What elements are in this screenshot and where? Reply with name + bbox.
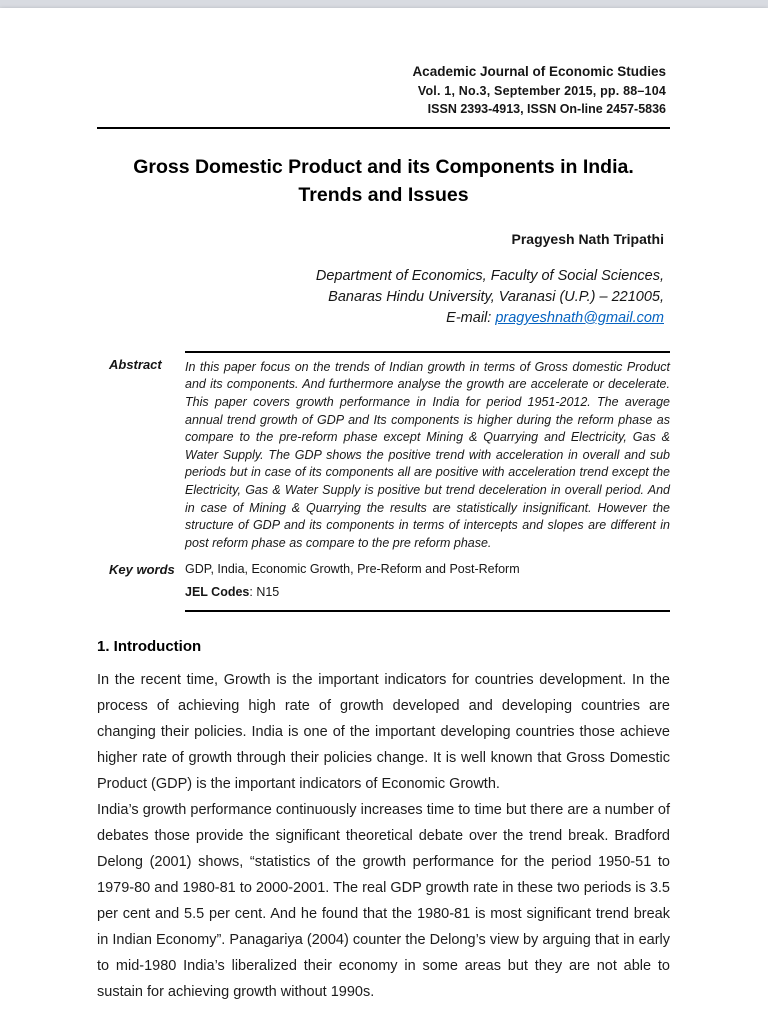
jel-codes-label: JEL Codes	[185, 585, 250, 600]
abstract-text: In this paper focus on the trends of Indian growth in terms of Gross domestic Product and its components. And furthermore analyse the growth are accelerate or decelerate. This paper covers growth performance in India for period 1951-2012. The average annual trend growth of GDP and Its components is higher during the reform phase as compare to the pre-reform phase except Mining & Quarrying and Electricity, Gas & Water Supply. The GDP shows the positive trend with acceleration in overall and sub periods but in case of its components all are positive with acceleration trend except the Electricity, Gas & Water Supply is positive but trend deceleration in overall period. And in case of Mining & Quarrying the results are statistically insignificant. However the structure of GDP and its components in terms of intercepts and slopes are different in post reform phase as compare to the pre reform phase.	[185, 359, 670, 550]
journal-issue: Vol. 1, No.3, September 2015, pp. 88–104	[417, 83, 666, 98]
journal-issn: ISSN 2393-4913, ISSN On-line 2457-5836	[427, 101, 666, 116]
affiliation-line2: Banaras Hindu University, Varanasi (U.P.) – 221005,	[328, 288, 664, 305]
paper-title-line1: Gross Domestic Product and its Components in India.	[133, 155, 634, 178]
journal-header	[97, 62, 670, 118]
intro-paragraph-2: India’s growth performance continuously increases time to time but there are a number of debates those provide the significant theoretical debate over the trend break. Bradford Delong (2001) shows, “statistics of the growth performance for the period 1950-51 to 1979-80 and 1980-81 to 2000-2001. The real GDP growth rate in these two periods is 3.5 per cent and 5.5 per cent. And he found that the 1980-81 is most significant trend break in Indian Economy”. Panagariya (2004) counter the Delong’s view by arguing that in early to mid-1980 India’s liberalized their economy in some areas but they are not able to sustain for achieving growth without 1990s.	[97, 802, 670, 1001]
abstract-label: Abstract	[109, 356, 162, 372]
keywords-text: GDP, India, Economic Growth, Pre-Reform and Post-Reform	[185, 562, 520, 577]
paper-page	[0, 8, 768, 1024]
paper-title-line2: Trends and Issues	[298, 183, 469, 206]
email-label: E-mail:	[446, 309, 496, 326]
abstract-content	[185, 351, 670, 553]
abstract-block	[97, 351, 670, 613]
intro-paragraph-1: In the recent time, Growth is the important indicators for countries development. In the process of achieving high rate of growth developed and developing countries are changing their policies. India is one of the important developing countries those achieve higher rate of growth through their policies change. It is well known that Gross Domestic Product (GDP) is the important indicators of Economic Growth.	[97, 672, 670, 793]
jel-codes-line	[185, 585, 670, 599]
affiliation-block	[97, 266, 670, 329]
author-name: Pragyesh Nath Tripathi	[511, 230, 664, 247]
jel-codes-value: : N15	[249, 585, 280, 600]
journal-name: Academic Journal of Economic Studies	[412, 64, 666, 79]
email-link[interactable]: pragyeshnath@gmail.com	[495, 309, 664, 326]
section-heading-introduction: 1. Introduction	[97, 638, 202, 656]
paper-title	[97, 153, 670, 209]
keywords-label: Key words	[109, 562, 175, 578]
email-line	[97, 308, 664, 329]
header-divider	[97, 127, 670, 129]
keywords-content	[185, 552, 670, 612]
affiliation-line1: Department of Economics, Faculty of Social Sciences,	[315, 267, 664, 284]
